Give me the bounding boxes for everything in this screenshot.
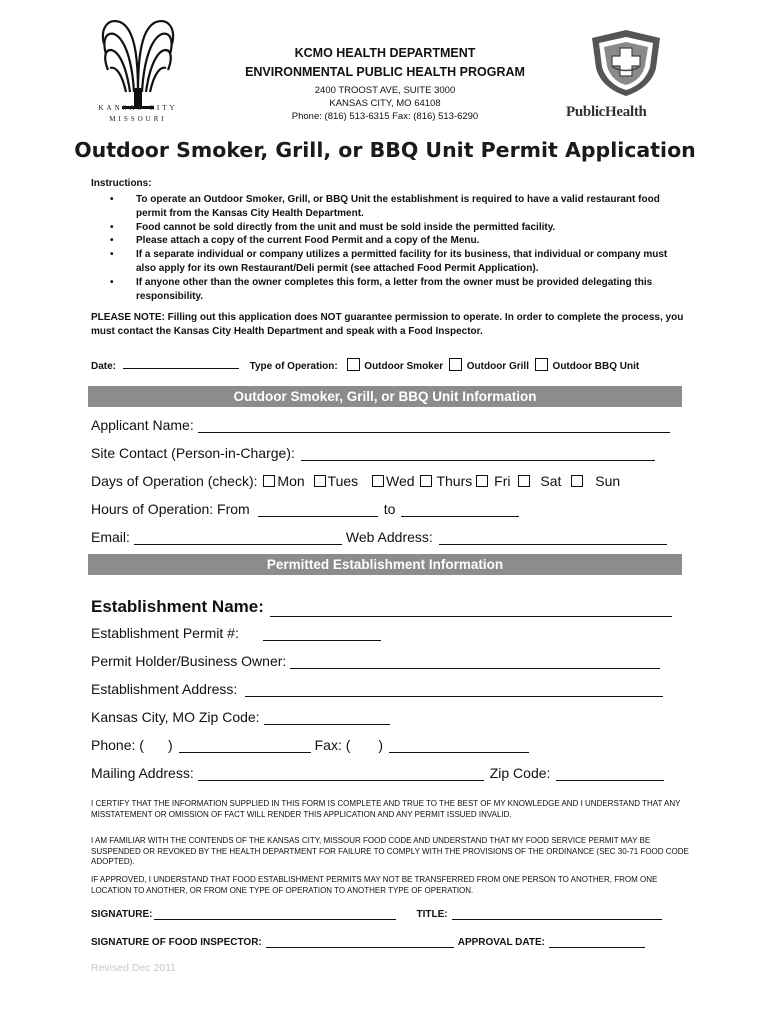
phone-field[interactable] (179, 739, 311, 753)
program-name: ENVIRONMENTAL PUBLIC HEALTH PROGRAM (245, 65, 525, 79)
site-contact-label: Site Contact (Person-in-Charge): (91, 445, 295, 461)
mailing-address-label: Mailing Address: (91, 765, 194, 781)
sat-label: Sat (540, 473, 562, 489)
establishment-name-label: Establishment Name: (91, 597, 264, 616)
phone-label: Phone: ( (91, 737, 144, 753)
date-row (91, 357, 639, 372)
outdoor-bbq-unit-checkbox[interactable] (535, 358, 548, 371)
list-item: • To operate an Outdoor Smoker, Grill, or BBQ Unit the establishment is required to have a valid restaurant food permit from the Kansas City Health Department. (110, 193, 690, 221)
inspector-signature-field[interactable] (266, 937, 454, 948)
fax-label: Fax: ( (314, 737, 351, 753)
approval-date-label: APPROVAL DATE: (457, 937, 545, 948)
applicant-row (91, 417, 670, 433)
establishment-address-field[interactable] (245, 683, 663, 697)
section-heading-unit-info: Outdoor Smoker, Grill, or BBQ Unit Information (88, 386, 682, 407)
section-heading-establishment-info: Permitted Establishment Information (88, 554, 682, 575)
establishment-address-label: Establishment Address: (91, 681, 238, 697)
hours-from-label: Hours of Operation: From (91, 501, 250, 517)
certify-paragraph-3: IF APPROVED, I UNDERSTAND THAT FOOD ESTABLISHMENT PERMITS MAY NOT BE TRANSFERRED FROM ONE PERSON TO ANOTHER, FROM ONE LOCATION TO ANOTHER, OR FROM ONE TYPE OF OPERATION TO ANOTHER TYPE OF OPERATION. (91, 875, 658, 895)
fax-field[interactable] (389, 739, 529, 753)
zip-city-row (91, 709, 390, 725)
sun-checkbox[interactable] (571, 475, 583, 487)
zip-code-field[interactable] (556, 767, 664, 781)
outdoor-smoker-label: Outdoor Smoker (364, 361, 444, 372)
page-title: Outdoor Smoker, Grill, or BBQ Unit Permit Application (74, 138, 696, 162)
list-item: • Please attach a copy of the current Food Permit and a copy of the Menu. (110, 234, 690, 248)
establishment-permit-label: Establishment Permit #: (91, 625, 239, 641)
permit-holder-field[interactable] (290, 655, 660, 669)
phone-close-paren: ) (167, 737, 173, 753)
kansas-city-zip-label: Kansas City, MO Zip Code: (91, 709, 260, 725)
phone-fax-line: Phone: (816) 513-6315 Fax: (816) 513-6290 (291, 111, 479, 122)
list-item: • If anyone other than the owner completes this form, a letter from the owner must be provided delegating this responsibility. (110, 276, 690, 304)
establishment-name-field[interactable] (270, 601, 672, 617)
establishment-permit-field[interactable] (263, 627, 381, 641)
instructions-label: Instructions: (91, 178, 152, 189)
owner-row (91, 653, 660, 669)
inspector-signature-label: SIGNATURE OF FOOD INSPECTOR: (91, 937, 262, 948)
email-field[interactable] (134, 531, 342, 545)
wed-checkbox[interactable] (372, 475, 384, 487)
site-contact-row (91, 445, 655, 461)
department-name: KCMO HEALTH DEPARTMENT (294, 46, 476, 60)
tues-checkbox[interactable] (314, 475, 326, 487)
outdoor-bbq-unit-label: Outdoor BBQ Unit (552, 361, 640, 372)
type-of-operation-label: Type of Operation: (249, 361, 338, 372)
instructions-list (110, 193, 690, 303)
title-field[interactable] (452, 909, 662, 920)
sat-checkbox[interactable] (518, 475, 530, 487)
web-address-field[interactable] (439, 531, 667, 545)
date-field[interactable] (123, 357, 239, 369)
kc-logo-line2: MISSOURI (109, 115, 167, 123)
title-label: TITLE: (416, 909, 448, 920)
signature-field[interactable] (154, 909, 396, 920)
permit-holder-label: Permit Holder/Business Owner: (91, 653, 287, 669)
thurs-checkbox[interactable] (420, 475, 432, 487)
applicant-name-label: Applicant Name: (91, 417, 194, 433)
web-address-label: Web Address: (345, 529, 433, 545)
hours-row (91, 501, 519, 517)
outdoor-smoker-checkbox[interactable] (347, 358, 360, 371)
outdoor-grill-checkbox[interactable] (449, 358, 462, 371)
address-line1: 2400 TROOST AVE, SUITE 3000 (314, 85, 456, 96)
address-line2: KANSAS CITY, MO 64108 (329, 98, 441, 109)
mailing-address-field[interactable] (198, 767, 484, 781)
certify-paragraph-2: I AM FAMILIAR WITH THE CONTENDS OF THE KANSAS CITY, MISSOUR FOOD CODE AND UNDERSTAND THAT MY FOOD SERVICE PERMIT MAY BE SUSPENDED OR REVOKED BY THE HEALTH DEPARTMENT FOR FAILURE TO COMPLY WITH THE PROVISIONS OF THE ORDINANCE (SEC 30-71 FOOD CODE ADOPTED). (91, 836, 689, 866)
revised-date: Revised Dec 2011 (91, 962, 177, 974)
hours-from-field[interactable] (258, 503, 378, 517)
phone-fax-row (91, 737, 529, 753)
kc-logo-line1: KANSAS CITY (98, 104, 178, 112)
days-row (91, 473, 620, 489)
zip-code-label: Zip Code: (489, 765, 551, 781)
please-note: PLEASE NOTE: Filling out this application does NOT guarantee permission to operate. In order to complete the process, you must contact the Kansas City Health Department and speak with a Food Inspector. (91, 312, 684, 337)
list-item: • Food cannot be sold directly from the unit and must be sold inside the permitted facility. (110, 221, 690, 235)
kansas-city-zip-field[interactable] (264, 711, 390, 725)
public-health-shield-logo (586, 28, 666, 98)
sun-label: Sun (595, 473, 621, 489)
hours-to-field[interactable] (401, 503, 519, 517)
thurs-label: Thurs (436, 473, 473, 489)
list-item: • If a separate individual or company utilizes a permitted facility for its business, that individual or company must also apply for its own Restaurant/Deli permit (see attached Food Permit Application). (110, 248, 690, 276)
signature-row (91, 909, 662, 920)
hours-to-label: to (383, 501, 396, 517)
fri-label: Fri (494, 473, 511, 489)
certify-paragraph-1: I CERTIFY THAT THE INFORMATION SUPPLIED IN THIS FORM IS COMPLETE AND TRUE TO THE BEST OF MY KNOWLEDGE AND I UNDERSTAND THAT ANY MISSTATEMENT OR OMISSION OF FACT WILL RENDER THIS APPLICATION AND ANY PERMIT ISSUED INVALID. (91, 799, 681, 819)
public-health-wordmark: PublicHealth (566, 104, 647, 120)
permit-row (91, 625, 381, 641)
establishment-address-row (91, 681, 663, 697)
establishment-name-row (91, 597, 672, 617)
days-of-operation-label: Days of Operation (check): (91, 473, 258, 489)
mon-checkbox[interactable] (263, 475, 275, 487)
approval-date-field[interactable] (549, 937, 645, 948)
mailing-row (91, 765, 664, 781)
outdoor-grill-label: Outdoor Grill (466, 361, 529, 372)
applicant-name-field[interactable] (198, 419, 670, 433)
site-contact-field[interactable] (301, 447, 655, 461)
mon-label: Mon (277, 473, 305, 489)
email-row (91, 529, 667, 545)
tues-label: Tues (327, 473, 359, 489)
signature-label: SIGNATURE: (91, 909, 153, 920)
date-label: Date: (91, 361, 117, 372)
wed-label: Wed (386, 473, 415, 489)
fax-close-paren: ) (378, 737, 384, 753)
email-label: Email: (91, 529, 130, 545)
fri-checkbox[interactable] (476, 475, 488, 487)
inspector-row (91, 937, 645, 948)
